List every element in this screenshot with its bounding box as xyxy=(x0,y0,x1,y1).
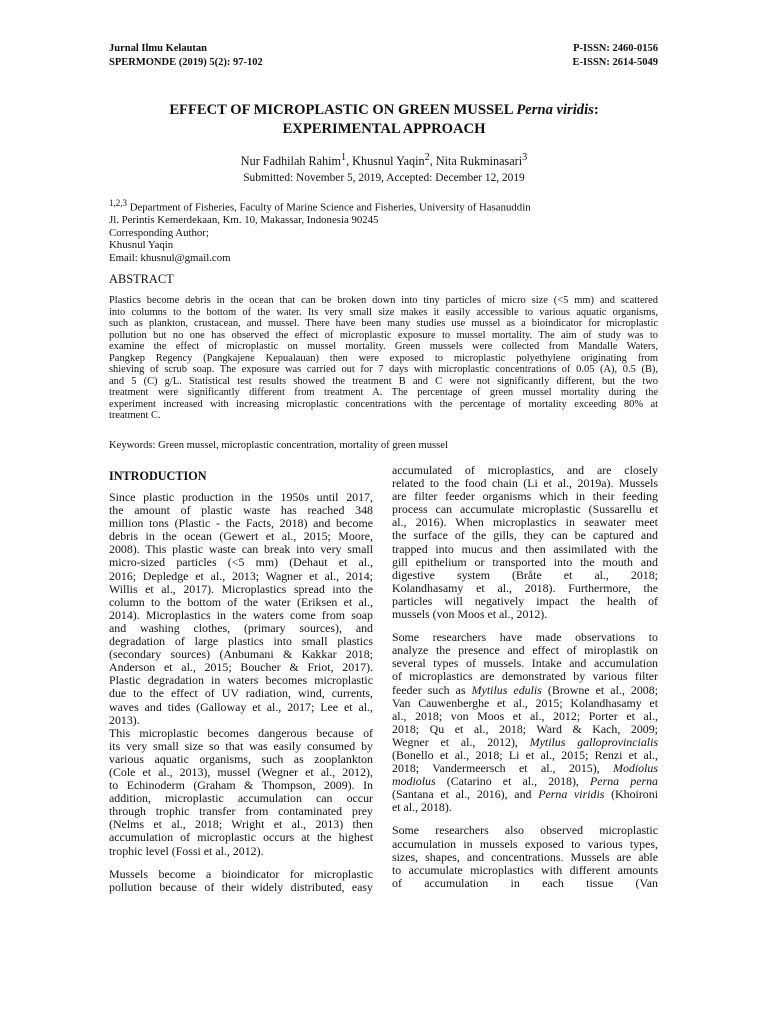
abstract-body xyxy=(109,295,658,422)
p-issn: P-ISSN: 2460-0156 xyxy=(573,43,658,54)
corresponding-label: Corresponding Author; xyxy=(109,226,209,239)
abstract-line: treatment were significantly different from treatment A. The percentage of green mussel mortality during the xyxy=(109,387,658,399)
author-name: Nita Rukminasari xyxy=(435,154,523,169)
body-line: process can accumulate microplastic (Sussarellu et xyxy=(392,502,658,517)
author-affiliation-mark: 2 xyxy=(424,152,430,163)
abstract-line: shieving of scrub soap. The exposure was carried out for 7 days with microplastic concentrations of 0.05 (A), 0.5 (B), xyxy=(109,364,658,376)
body-line: mussels (von Moos et al., 2012). xyxy=(392,607,548,622)
title-text: EFFECT OF MICROPLASTIC ON GREEN MUSSEL xyxy=(169,102,517,118)
body-line: (secondary sources) (Anbumani & Kakkar 2018; xyxy=(109,647,373,662)
body-line: 2016; Depledge et al., 2013; Wagner et al., 2014; xyxy=(109,568,373,583)
corresponding-email: Email: khusnul@gmail.com xyxy=(109,251,231,264)
right-column xyxy=(392,464,658,890)
species-name: modiolus xyxy=(392,774,436,789)
body-line: addition, microplastic accumulation can occur xyxy=(109,791,373,806)
author-name: Nur Fadhilah Rahim xyxy=(240,154,341,169)
body-line: Plastic degradation in waters becomes microplastic xyxy=(109,673,373,688)
body-line: Some researchers have made observations to xyxy=(392,630,658,645)
abstract-heading: ABSTRACT xyxy=(109,272,174,286)
submission-dates: Submitted: November 5, 2019, Accepted: December 12, 2019 xyxy=(243,172,525,184)
body-line: Anderson et al., 2015; Boucher & Friot, 2017). xyxy=(109,660,373,675)
species-name: Modiolus xyxy=(613,761,658,776)
body-line: al., 2016). When microplastics in seawater meet xyxy=(392,515,658,530)
species-name: Perna viridis xyxy=(538,787,605,802)
body-line: million tons (Plastic - the Facts, 2018) and become xyxy=(109,516,373,531)
e-issn: E-ISSN: 2614-5049 xyxy=(572,57,658,68)
title-species: Perna viridis xyxy=(516,102,594,118)
title-line-2: EXPERIMENTAL APPROACH xyxy=(282,121,486,137)
author-affiliation-mark: 1 xyxy=(341,152,347,163)
body-paragraph xyxy=(109,727,373,858)
author-list: Nur Fadhilah Rahim$^1$, Khusnul Yaqin$^2$, Nita Rukminasari$^3$ xyxy=(240,152,528,169)
body-line: related to the food chain (Li et al., 2019a). Mussels xyxy=(392,476,658,491)
author-name: Khusnul Yaqin xyxy=(352,154,425,169)
body-line: column to the bottom of the water (Eriksen et al., xyxy=(109,594,373,609)
species-name: Perna perna xyxy=(590,774,658,789)
corresponding-name: Khusnul Yaqin xyxy=(109,239,174,252)
body-line: trapped into mucus and then assimilated with the xyxy=(392,541,658,556)
abstract-line: and 5 (C) g/L. Statistical test results showed the treatment B and C were not significantly different, but the two xyxy=(109,375,658,387)
affiliation-address: Jl. Perintis Kemerdekaan, Km. 10, Makassar, Indonesia 90245 xyxy=(109,214,379,227)
affiliation-mark: 1,2,3 xyxy=(109,198,127,208)
journal-citation: SPERMONDE (2019) 5(2): 97-102 xyxy=(109,57,263,68)
body-line: al., 2018; von Moos et al., 2012; Porter et al., xyxy=(392,708,658,723)
body-line: (Cole et al., 2013), mussel (Wegner et al., 2012), xyxy=(109,764,373,779)
title-colon: : xyxy=(593,102,599,118)
abstract-line: treatment C. xyxy=(109,410,161,422)
body-line: accumulation of microplastic occurs at the highest xyxy=(109,830,373,845)
body-line: various aquatic organisms, such as zooplankton xyxy=(109,751,373,766)
body-line: Willis et al., 2017). Microplastics spread into the xyxy=(109,581,373,596)
title-line-1 xyxy=(0,101,768,120)
body-line: 2014). Microplastics in the waters come from soap xyxy=(109,607,373,622)
body-line: This microplastic becomes dangerous because of xyxy=(109,725,373,740)
species-name: Mytilus galloprovincialis xyxy=(529,734,658,749)
body-paragraph xyxy=(109,868,373,894)
body-line: (Bonello et al., 2018; Li et al., 2015; Renzi et al., xyxy=(392,747,658,762)
body-paragraph xyxy=(392,464,658,621)
body-line: sizes, shapes, and concentrations. Mussels are able xyxy=(392,849,658,864)
affiliation-department xyxy=(109,197,531,214)
body-line: and washing clothes, (primary sources), and xyxy=(109,620,373,635)
journal-header-left xyxy=(109,42,263,70)
section-heading-introduction: INTRODUCTION xyxy=(109,469,207,483)
body-line: Since plastic production in the 1950s until 2017, xyxy=(109,490,373,504)
body-line: micro-sized particles (<5 mm) (Dehaut et al., xyxy=(109,555,373,570)
affiliation-block xyxy=(109,197,531,265)
body-paragraph xyxy=(392,824,658,889)
body-line: through trophic transfer from contaminated prey xyxy=(109,804,373,819)
body-paragraph xyxy=(109,491,373,727)
body-line: its very small size so that was easily consumed by xyxy=(109,738,373,753)
body-line: waves and tides (Galloway et al., 2017; Lee et al., xyxy=(109,699,373,714)
abstract-line: Plastics become debris in the ocean that can be broken down into tiny particles of micro size (<5 mm) and scattered xyxy=(109,295,658,306)
body-line: to accumulate microplastics with different amounts xyxy=(392,862,658,877)
left-column xyxy=(109,464,373,894)
body-line: accumulation in mussels exposed to various types, xyxy=(392,836,658,851)
body-paragraph xyxy=(392,631,658,814)
body-line: feeder such as Mytilus edulis (Browne et al., 2008; xyxy=(392,682,658,697)
body-line: due to the effect of UV radiation, wind, currents, xyxy=(109,686,373,701)
abstract-line: examine the effect of microplastic on mussel mortality. Green mussels were collected from Mandalle Waters, xyxy=(109,341,658,353)
body-line: particles will negatively impact the health of xyxy=(392,593,658,608)
body-line: Van Cauwenberghe et al., 2015; Kolandhasamy et xyxy=(392,695,658,710)
body-line: 2013). xyxy=(109,712,140,727)
body-line: of accumulation in each tissue (Van xyxy=(392,875,658,890)
abstract-line: pollution but no one has observed the effect of microplastic exposure to mussel mortality. The aim of study was to xyxy=(109,329,658,341)
department-text: Department of Fisheries, Faculty of Marine Science and Fisheries, University of Hasanuddin xyxy=(127,201,531,214)
body-line: the amount of plastic waste has reached 348 xyxy=(109,503,373,518)
abstract-line: such as plankton, crustacean, and mussel. There have been many studies use mussel as a bioindicator for microplastic xyxy=(109,318,658,330)
body-line: Some researchers also observed microplastic xyxy=(392,823,658,838)
body-line: the surface of the gills, they can be captured and xyxy=(392,528,658,543)
author-affiliation-mark: 3 xyxy=(522,152,528,163)
body-line: Mussels become a bioindicator for microplastic xyxy=(109,866,373,881)
abstract-line: experiment increased with increasing microplastic concentrations with the percentage of mortality exceeding 80% at xyxy=(109,398,658,410)
journal-header-right xyxy=(573,42,658,70)
body-line: debris in the ocean (Gewert et al., 2015; Moore, xyxy=(109,529,373,544)
body-line: Kolandhasamy et al., 2018). Furthermore, the xyxy=(392,580,658,595)
body-line: trophic level (Fossi et al., 2012). xyxy=(109,843,264,858)
abstract-line: Pangkep Regency (Pangkajene Kepualauan) then were exposed to microplastic polyethylene originating from xyxy=(109,352,658,364)
body-line: digestive system (Bråte et al., 2018; xyxy=(392,567,658,582)
body-line: degradation of large plastics into small plastics xyxy=(109,634,373,649)
body-line: modiolus (Catarino et al., 2018), Perna perna xyxy=(392,774,658,789)
body-line: et al., 2018). xyxy=(392,800,452,815)
body-line: 2018; Qu et al., 2018; Ward & Kach, 2009; xyxy=(392,721,658,736)
body-line: of microplastics are demonstrated by various filter xyxy=(392,669,658,684)
body-line: analyze the presence and effect of miroplastik on xyxy=(392,643,658,658)
body-line: (Santana et al., 2016), and Perna viridis (Khoironi xyxy=(392,787,658,802)
body-line: to Echinoderm (Graham & Thompson, 2009). In xyxy=(109,778,373,793)
species-name: Mytilus edulis xyxy=(471,682,542,697)
keywords: Keywords: Green mussel, microplastic concentration, mortality of green mussel xyxy=(109,440,448,451)
body-line: 2008). This plastic waste can break into very small xyxy=(109,542,373,557)
abstract-line: into columns to the bottom of the water. Its very small size makes it easily accessible to various aquatic organisms, xyxy=(109,306,658,318)
body-line: accumulated of microplastics, and are closely xyxy=(392,463,658,477)
body-line: several types of mussels. Intake and accumulation xyxy=(392,656,658,671)
body-line: Wegner et al., 2012), Mytilus galloprovincialis xyxy=(392,734,658,749)
body-line: are filter feeder organisms which in their feeding xyxy=(392,489,658,504)
paper-title xyxy=(0,101,768,139)
body-line: 2018; Vandermeersch et al., 2015), Modiolus xyxy=(392,761,658,776)
journal-name: Jurnal Ilmu Kelautan xyxy=(109,43,208,54)
body-line: gill epithelium or transported into the mouth and xyxy=(392,554,658,569)
body-line: pollution because of their widely distributed, easy xyxy=(109,879,373,894)
body-line: (Nelms et al., 2018; Wright et al., 2013) then xyxy=(109,817,373,832)
